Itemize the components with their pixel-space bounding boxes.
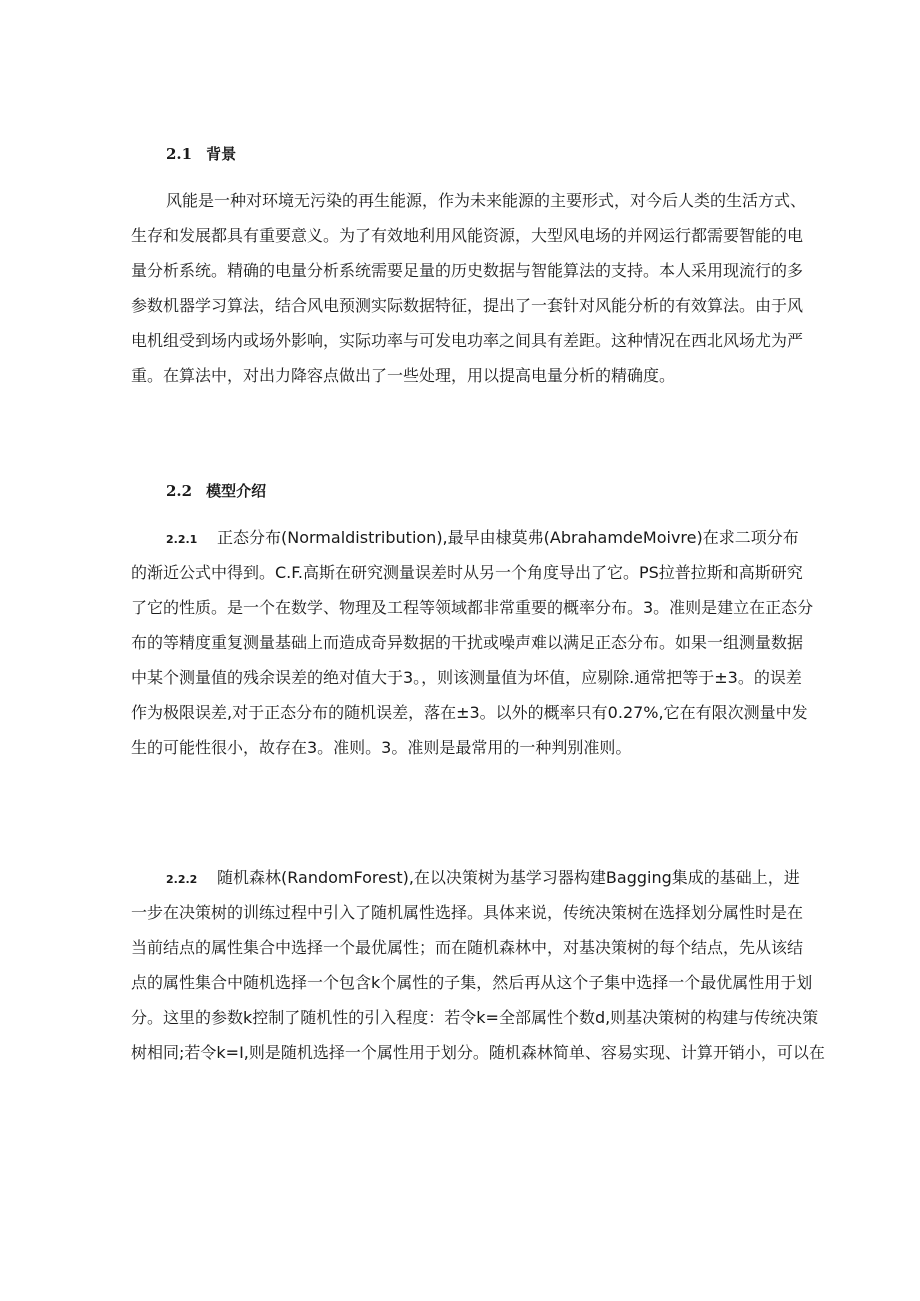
background-paragraph bbox=[131, 183, 807, 393]
text-line: 电机组受到场内或场外影响，实际功率与可发电功率之间具有差距。这种情况在西北风场尤为严 bbox=[131, 331, 804, 350]
text-line: 了它的性质。是一个在数学、物理及工程等领域都非常重要的概率分布。3。准则是建立在正态分 bbox=[131, 598, 814, 617]
section-2-1-heading bbox=[166, 143, 236, 164]
text-line: 参数机器学习算法，结合风电预测实际数据特征，提出了一套针对风能分析的有效算法。由于风 bbox=[131, 296, 804, 315]
normal-distribution-paragraph bbox=[131, 520, 814, 765]
text-line: 当前结点的属性集合中选择一个最优属性；而在随机森林中，对基决策树的每个结点，先从该结 bbox=[131, 938, 804, 957]
random-forest-paragraph bbox=[131, 860, 825, 1070]
text-line-first bbox=[131, 520, 799, 555]
text-line: 点的属性集合中随机选择一个包含k个属性的子集，然后再从这个子集中选择一个最优属性用于划 bbox=[131, 973, 813, 992]
text-line: 分。这里的参数k控制了随机性的引入程度：若令k=全部属性个数d,则基决策树的构建与传统决策 bbox=[131, 1008, 819, 1027]
section-2-2-heading bbox=[166, 480, 266, 501]
text-line: 风能是一种对环境无污染的再生能源，作为未来能源的主要形式，对今后人类的生活方式、 bbox=[166, 191, 807, 210]
text-line: 布的等精度重复测量基础上而造成奇异数据的干扰或噪声难以满足正态分布。如果一组测量数据 bbox=[131, 633, 804, 652]
text-line: 一步在决策树的训练过程中引入了随机属性选择。具体来说，传统决策树在选择划分属性时是在 bbox=[131, 903, 804, 922]
section-title: 模型介绍 bbox=[206, 482, 267, 500]
text-line: 随机森林(RandomForest),在以决策树为基学习器构建Bagging集成的基础上，进 bbox=[217, 868, 800, 887]
text-line: 量分析系统。精确的电量分析系统需要足量的历史数据与智能算法的支持。本人采用现流行的多 bbox=[131, 261, 804, 280]
text-line: 重。在算法中，对出力降容点做出了一些处理，用以提高电量分析的精确度。 bbox=[131, 366, 676, 385]
text-line: 正态分布(Normaldistribution),最早由棣莫弗(AbrahamdeMoivre)在求二项分布 bbox=[217, 528, 799, 547]
section-title: 背景 bbox=[206, 145, 237, 163]
text-line: 生存和发展都具有重要意义。为了有效地利用风能资源，大型风电场的并网运行都需要智能的电 bbox=[131, 226, 804, 245]
section-number: 2.1 bbox=[166, 145, 193, 163]
text-line: 的渐近公式中得到。C.F.高斯在研究测量误差时从另一个角度导出了它。PS拉普拉斯和高斯研究 bbox=[131, 563, 803, 582]
section-number: 2.2 bbox=[166, 482, 193, 500]
text-line: 树相同;若令k=I,则是随机选择一个属性用于划分。随机森林简单、容易实现、计算开销小，可以在 bbox=[131, 1043, 825, 1062]
subsection-number: 2.2.1 bbox=[166, 533, 198, 546]
text-line: 作为极限误差,对于正态分布的随机误差，落在±3。以外的概率只有0.27%,它在有限次测量中发 bbox=[131, 703, 808, 722]
text-line: 生的可能性很小，故存在3。准则。3。准则是最常用的一种判别准则。 bbox=[131, 738, 632, 757]
text-line: 中某个测量值的残余误差的绝对值大于3。，则该测量值为坏值，应剔除.通常把等于±3。的误差 bbox=[131, 668, 802, 687]
text-line-first bbox=[131, 860, 800, 895]
subsection-number: 2.2.2 bbox=[166, 873, 198, 886]
